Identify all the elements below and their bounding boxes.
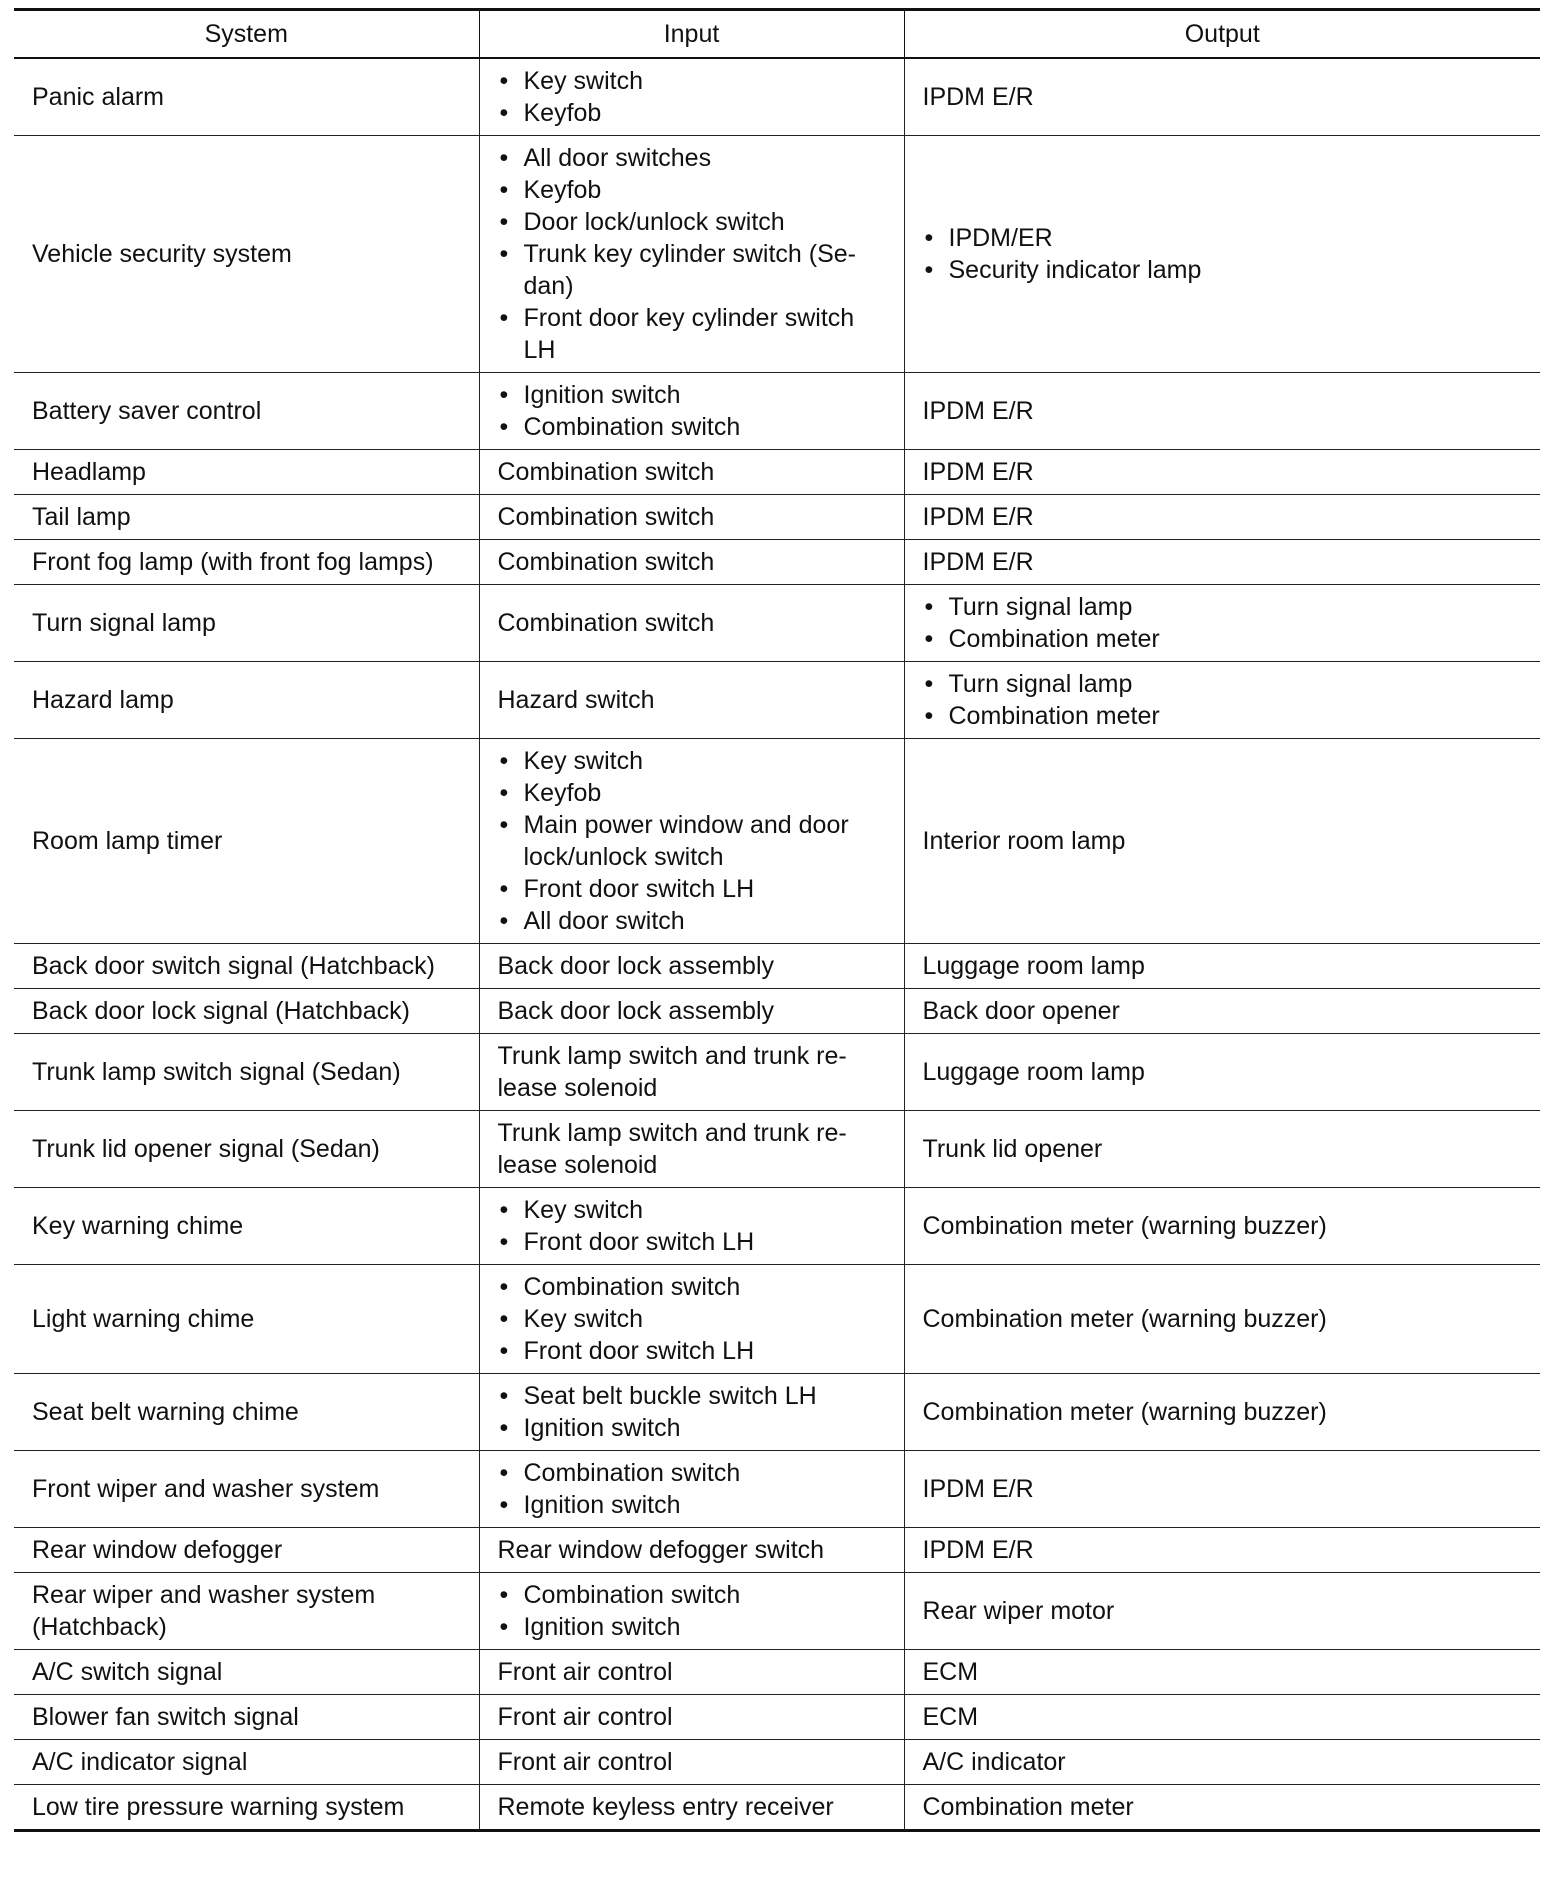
output-cell: Trunk lid opener xyxy=(904,1111,1540,1188)
header-system: System xyxy=(14,10,479,59)
table-row xyxy=(14,1111,1540,1188)
table-row xyxy=(14,540,1540,585)
output-cell: IPDM E/R xyxy=(904,495,1540,540)
system-cell: Room lamp timer xyxy=(14,739,479,944)
input-bullet-item: • Keyfob xyxy=(498,777,888,809)
system-cell: Key warning chime xyxy=(14,1188,479,1265)
output-cell: IPDM E/R xyxy=(904,373,1540,450)
output-cell: A/C indicator xyxy=(904,1740,1540,1785)
system-cell: Seat belt warning chime xyxy=(14,1374,479,1451)
table-row xyxy=(14,1695,1540,1740)
input-bullet-list xyxy=(498,1380,888,1444)
input-cell: Combination switch xyxy=(479,450,904,495)
input-bullet-item: • Front door switch LH xyxy=(498,1335,888,1367)
input-cell: Front air control xyxy=(479,1695,904,1740)
system-cell: A/C switch signal xyxy=(14,1650,479,1695)
output-bullet-item: • Turn signal lamp xyxy=(923,591,1525,623)
input-cell xyxy=(479,1188,904,1265)
input-bullet-item: • Seat belt buckle switch LH xyxy=(498,1380,888,1412)
system-cell: Vehicle security system xyxy=(14,136,479,373)
input-bullet-item: • All door switch xyxy=(498,905,888,937)
output-cell: Combination meter (warning buzzer) xyxy=(904,1188,1540,1265)
input-cell xyxy=(479,1451,904,1528)
input-bullet-item: • Trunk key cylinder switch (Se-dan) xyxy=(498,238,888,302)
system-cell: Trunk lid opener signal (Sedan) xyxy=(14,1111,479,1188)
output-cell: ECM xyxy=(904,1695,1540,1740)
input-bullet-item: • Combination switch xyxy=(498,1579,888,1611)
input-bullet-item: • Front door key cylinder switch LH xyxy=(498,302,888,366)
system-cell: Low tire pressure warning system xyxy=(14,1785,479,1831)
output-cell xyxy=(904,662,1540,739)
table-row xyxy=(14,495,1540,540)
input-bullet-item: • Keyfob xyxy=(498,174,888,206)
table-row xyxy=(14,944,1540,989)
input-bullet-list xyxy=(498,1271,888,1367)
system-cell: Front fog lamp (with front fog lamps) xyxy=(14,540,479,585)
input-bullet-list xyxy=(498,65,888,129)
output-cell: Combination meter (warning buzzer) xyxy=(904,1265,1540,1374)
input-cell: Trunk lamp switch and trunk re-lease solenoid xyxy=(479,1034,904,1111)
input-cell xyxy=(479,739,904,944)
input-cell: Combination switch xyxy=(479,585,904,662)
system-cell: Battery saver control xyxy=(14,373,479,450)
output-cell: ECM xyxy=(904,1650,1540,1695)
output-cell: Combination meter (warning buzzer) xyxy=(904,1374,1540,1451)
input-bullet-list xyxy=(498,142,888,366)
input-cell xyxy=(479,136,904,373)
input-cell xyxy=(479,1573,904,1650)
table-row xyxy=(14,989,1540,1034)
system-cell: Back door lock signal (Hatchback) xyxy=(14,989,479,1034)
table-row xyxy=(14,373,1540,450)
input-bullet-item: • Ignition switch xyxy=(498,1489,888,1521)
input-bullet-list xyxy=(498,1194,888,1258)
table-body xyxy=(14,58,1540,1831)
system-cell: Light warning chime xyxy=(14,1265,479,1374)
table-row xyxy=(14,1650,1540,1695)
input-cell: Front air control xyxy=(479,1650,904,1695)
table-row xyxy=(14,662,1540,739)
output-cell xyxy=(904,585,1540,662)
system-cell: Rear window defogger xyxy=(14,1528,479,1573)
system-cell: Rear wiper and washer system (Hatchback) xyxy=(14,1573,479,1650)
output-cell: Back door opener xyxy=(904,989,1540,1034)
input-cell: Hazard switch xyxy=(479,662,904,739)
input-bullet-item: • Front door switch LH xyxy=(498,1226,888,1258)
output-cell: Luggage room lamp xyxy=(904,1034,1540,1111)
output-cell: Luggage room lamp xyxy=(904,944,1540,989)
input-bullet-item: • Keyfob xyxy=(498,97,888,129)
system-cell: Headlamp xyxy=(14,450,479,495)
system-cell: Panic alarm xyxy=(14,58,479,136)
input-bullet-item: • Ignition switch xyxy=(498,1412,888,1444)
table-row xyxy=(14,1451,1540,1528)
output-cell: IPDM E/R xyxy=(904,540,1540,585)
output-cell: IPDM E/R xyxy=(904,1451,1540,1528)
input-cell: Back door lock assembly xyxy=(479,989,904,1034)
input-cell: Combination switch xyxy=(479,540,904,585)
document-page xyxy=(14,8,1540,1832)
input-bullet-list xyxy=(498,379,888,443)
output-bullet-item: • Turn signal lamp xyxy=(923,668,1525,700)
input-bullet-item: • Ignition switch xyxy=(498,379,888,411)
header-output: Output xyxy=(904,10,1540,59)
output-cell: IPDM E/R xyxy=(904,450,1540,495)
table-header-row xyxy=(14,10,1540,59)
output-cell: Rear wiper motor xyxy=(904,1573,1540,1650)
output-cell: IPDM E/R xyxy=(904,1528,1540,1573)
table-row xyxy=(14,1265,1540,1374)
input-bullet-item: • Key switch xyxy=(498,1303,888,1335)
system-cell: Back door switch signal (Hatchback) xyxy=(14,944,479,989)
input-cell xyxy=(479,1374,904,1451)
output-cell: Combination meter xyxy=(904,1785,1540,1831)
input-cell: Rear window defogger switch xyxy=(479,1528,904,1573)
table-row xyxy=(14,1188,1540,1265)
system-cell: A/C indicator signal xyxy=(14,1740,479,1785)
input-cell: Back door lock assembly xyxy=(479,944,904,989)
input-bullet-item: • Main power window and door lock/unlock switch xyxy=(498,809,888,873)
input-bullet-item: • Front door switch LH xyxy=(498,873,888,905)
table-row xyxy=(14,1034,1540,1111)
input-cell: Trunk lamp switch and trunk re-lease solenoid xyxy=(479,1111,904,1188)
table-row xyxy=(14,1740,1540,1785)
input-bullet-item: • Key switch xyxy=(498,65,888,97)
system-cell: Trunk lamp switch signal (Sedan) xyxy=(14,1034,479,1111)
output-bullet-list xyxy=(923,591,1525,655)
table-row xyxy=(14,1573,1540,1650)
input-bullet-item: • Key switch xyxy=(498,1194,888,1226)
table-row xyxy=(14,136,1540,373)
input-bullet-item: • Door lock/unlock switch xyxy=(498,206,888,238)
output-bullet-item: • Combination meter xyxy=(923,700,1525,732)
header-input: Input xyxy=(479,10,904,59)
input-bullet-item: • Ignition switch xyxy=(498,1611,888,1643)
table-row xyxy=(14,1785,1540,1831)
input-cell xyxy=(479,1265,904,1374)
output-bullet-item: • Combination meter xyxy=(923,623,1525,655)
output-cell xyxy=(904,136,1540,373)
table-row xyxy=(14,1374,1540,1451)
output-bullet-item: • Security indicator lamp xyxy=(923,254,1525,286)
system-cell: Tail lamp xyxy=(14,495,479,540)
input-cell: Combination switch xyxy=(479,495,904,540)
input-cell: Front air control xyxy=(479,1740,904,1785)
table-row xyxy=(14,450,1540,495)
system-cell: Front wiper and washer system xyxy=(14,1451,479,1528)
input-bullet-list xyxy=(498,1457,888,1521)
output-cell: IPDM E/R xyxy=(904,58,1540,136)
system-cell: Turn signal lamp xyxy=(14,585,479,662)
system-cell: Blower fan switch signal xyxy=(14,1695,479,1740)
input-bullet-list xyxy=(498,1579,888,1643)
table-row xyxy=(14,585,1540,662)
system-input-output-table xyxy=(14,8,1540,1832)
output-bullet-item: • IPDM/ER xyxy=(923,222,1525,254)
table-row xyxy=(14,739,1540,944)
input-cell xyxy=(479,58,904,136)
table-row xyxy=(14,1528,1540,1573)
system-cell: Hazard lamp xyxy=(14,662,479,739)
output-bullet-list xyxy=(923,222,1525,286)
input-bullet-item: • Combination switch xyxy=(498,411,888,443)
input-bullet-item: • Combination switch xyxy=(498,1271,888,1303)
input-bullet-list xyxy=(498,745,888,937)
input-bullet-item: • Combination switch xyxy=(498,1457,888,1489)
input-cell xyxy=(479,373,904,450)
output-cell: Interior room lamp xyxy=(904,739,1540,944)
table-row xyxy=(14,58,1540,136)
input-bullet-item: • All door switches xyxy=(498,142,888,174)
output-bullet-list xyxy=(923,668,1525,732)
input-cell: Remote keyless entry receiver xyxy=(479,1785,904,1831)
input-bullet-item: • Key switch xyxy=(498,745,888,777)
